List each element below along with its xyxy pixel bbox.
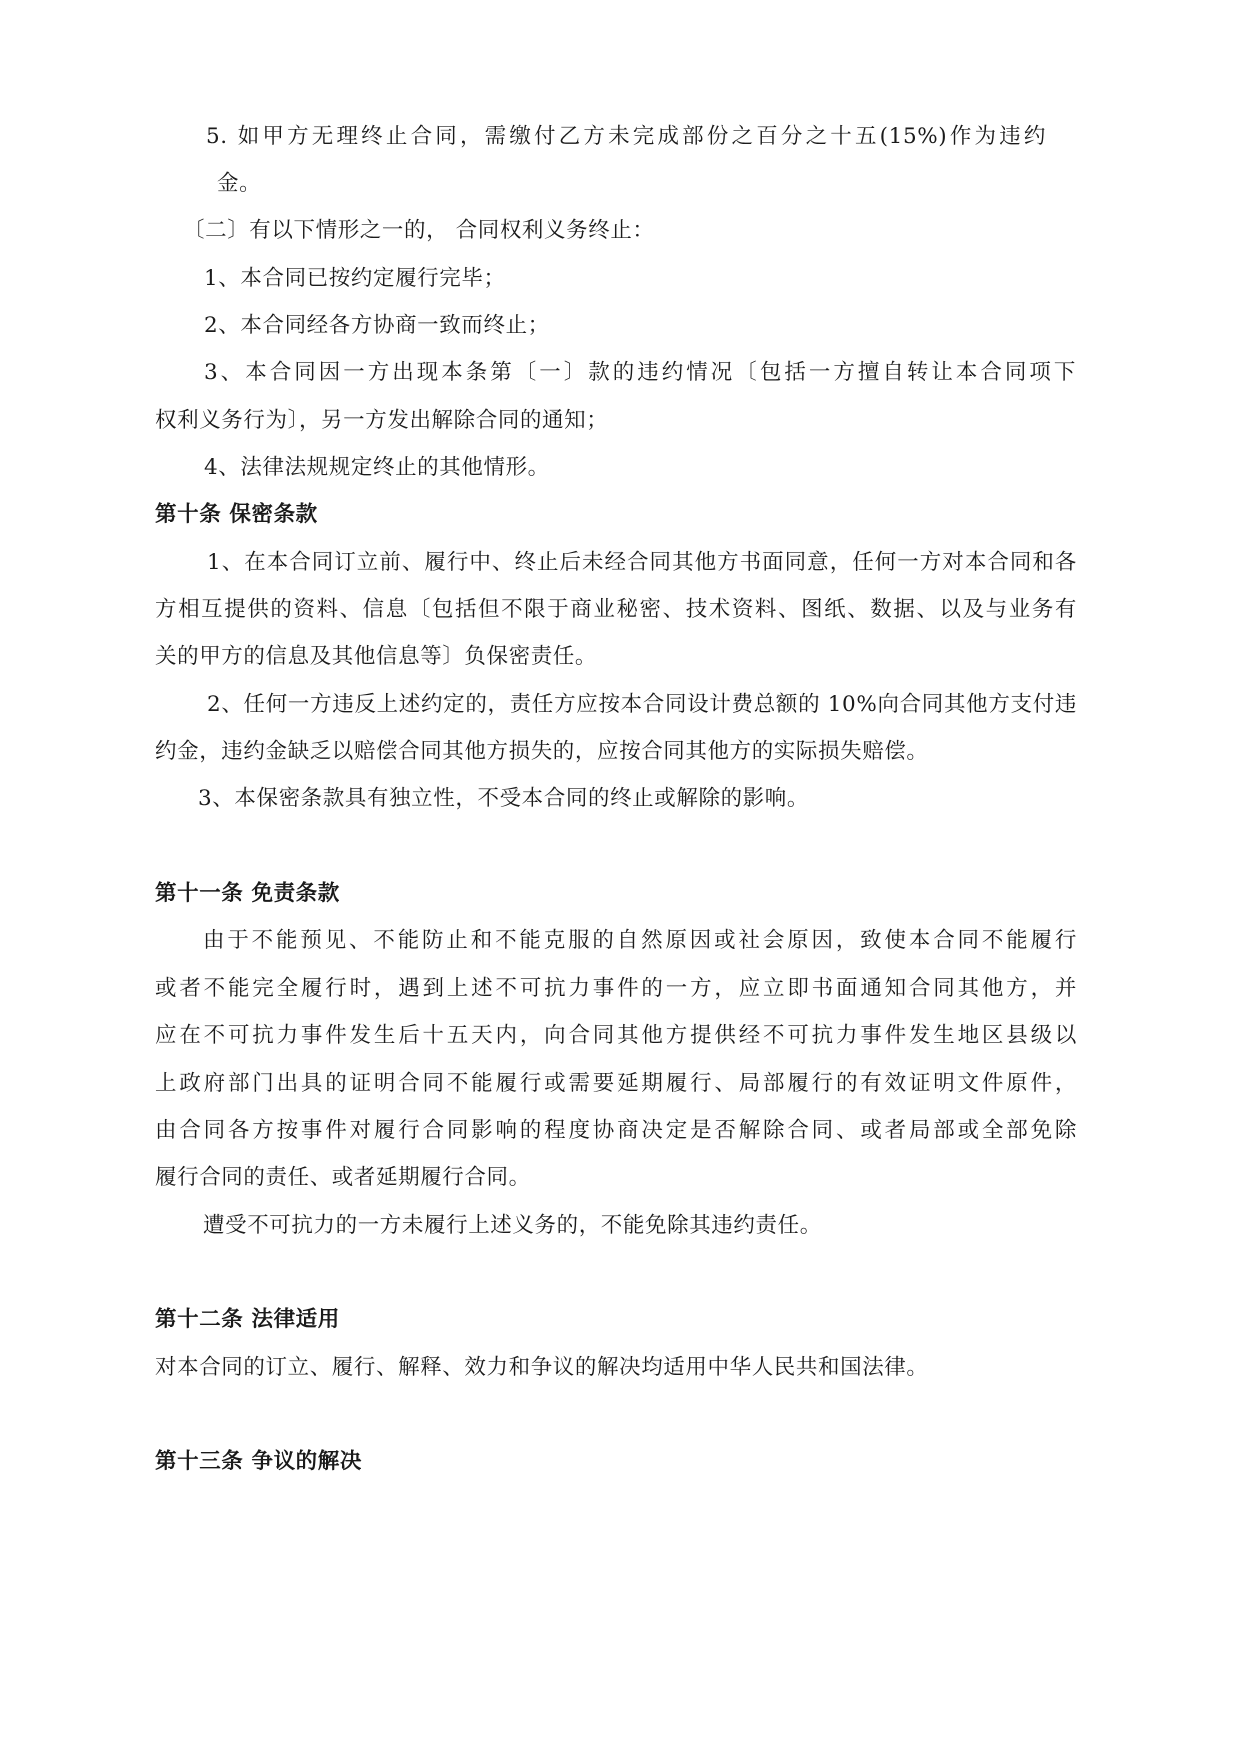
text-line: 约金，违约金缺乏以赔偿合同其他方损失的，应按合同其他方的实际损失赔偿。: [155, 739, 929, 764]
text-line: 权利义务行为〕，另一方发出解除合同的通知；: [155, 408, 609, 433]
text-line: 2、本合同经各方协商一致而终止；: [204, 313, 550, 338]
text-line: 关的甲方的信息及其他信息等〕负保密责任。: [155, 644, 598, 669]
text-line: 1、在本合同订立前、履行中、终止后未经合同其他方书面同意，任何一方对本合同和各: [207, 550, 1077, 575]
text-line: 或者不能完全履行时，遇到上述不可抗力事件的一方，应立即书面通知合同其他方，并: [155, 976, 1077, 1001]
text-line: 由合同各方按事件对履行合同影响的程度协商决定是否解除合同、或者局部或全部免除: [155, 1118, 1077, 1143]
text-line: 1、本合同已按约定履行完毕；: [204, 266, 506, 291]
text-line: 金。: [217, 171, 262, 196]
section-heading: 第十一条 免责条款: [155, 881, 340, 906]
section-heading: 第十条 保密条款: [155, 502, 318, 527]
section-heading: 第十三条 争议的解决: [155, 1449, 362, 1474]
text-line: 由于不能预见、不能防止和不能克服的自然原因或社会原因，致使本合同不能履行: [203, 928, 1077, 953]
text-line: 应在不可抗力事件发生后十五天内，向合同其他方提供经不可抗力事件发生地区县级以: [155, 1023, 1077, 1048]
text-line: 2、任何一方违反上述约定的，责任方应按本合同设计费总额的 10%向合同其他方支付违: [207, 692, 1077, 717]
text-line: 3、本合同因一方出现本条第〔一〕款的违约情况〔包括一方擅自转让本合同项下: [204, 360, 1076, 385]
text-line: 遭受不可抗力的一方未履行上述义务的，不能免除其违约责任。: [203, 1213, 822, 1238]
text-line: 履行合同的责任、或者延期履行合同。: [155, 1165, 531, 1190]
text-line: 5. 如甲方无理终止合同，需缴付乙方未完成部份之百分之十五(15%)作为违约: [206, 124, 1046, 149]
text-line: 4、法律法规规定终止的其他情形。: [204, 455, 550, 480]
text-line: 方相互提供的资料、信息〔包括但不限于商业秘密、技术资料、图纸、数据、以及与业务有: [155, 597, 1077, 622]
text-line: 对本合同的订立、履行、解释、效力和争议的解决均适用中华人民共和国法律。: [155, 1355, 929, 1380]
text-line: 上政府部门出具的证明合同不能履行或需要延期履行、局部履行的有效证明文件原件，: [155, 1071, 1077, 1096]
text-line: 〔二〕有以下情形之一的， 合同权利义务终止：: [183, 218, 655, 243]
section-heading: 第十二条 法律适用: [155, 1307, 340, 1332]
text-line: 3、本保密条款具有独立性，不受本合同的终止或解除的影响。: [198, 786, 809, 811]
